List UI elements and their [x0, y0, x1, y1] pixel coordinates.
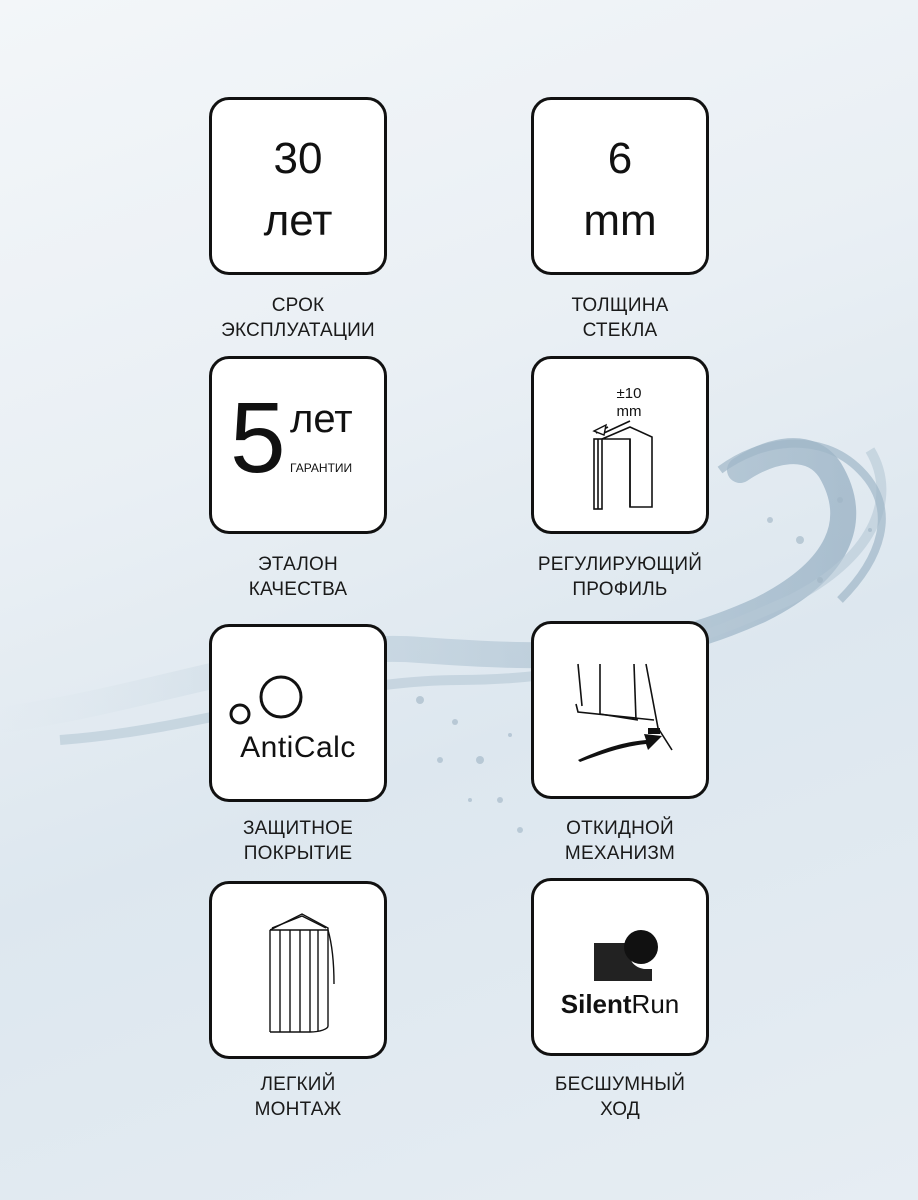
service-life-tile	[209, 97, 387, 275]
silentrun-logo-icon	[534, 881, 706, 1053]
warranty-years-number: 5	[230, 382, 286, 494]
hinged-mechanism-tile	[531, 621, 709, 799]
glass-thickness-caption: ТОЛЩИНА СТЕКЛА	[571, 295, 669, 341]
bubbles-icon	[212, 627, 384, 799]
adjustable-profile-caption: РЕГУЛИРУЮЩИЙ ПРОФИЛЬ	[537, 554, 703, 600]
warranty-subtitle: ГАРАНТИИ	[290, 461, 353, 475]
adjustable-profile-icon	[534, 359, 706, 531]
easy-installation-tile	[209, 881, 387, 1059]
hinged-mechanism-caption: ОТКИДНОЙ МЕХАНИЗМ	[564, 818, 676, 864]
easy-installation-caption: ЛЕГКИЙ МОНТАЖ	[254, 1074, 342, 1120]
adjust-range-label: ±10	[616, 385, 642, 402]
warranty-years-unit: лет	[290, 397, 353, 441]
shower-enclosure-icon	[212, 884, 384, 1056]
warranty-caption: ЭТАЛОН КАЧЕСТВА	[248, 554, 348, 600]
glass-thickness-unit: mm	[583, 196, 657, 245]
adjust-range-unit: mm	[616, 403, 642, 420]
warranty-tile	[209, 356, 387, 534]
silentrun-label: SilentRun	[560, 989, 680, 1019]
hinged-door-icon	[534, 624, 706, 796]
anticalc-tile	[209, 624, 387, 802]
adjustable-profile-tile	[531, 356, 709, 534]
service-life-caption: СРОК ЭКСПЛУАТАЦИИ	[221, 295, 375, 341]
silentrun-tile	[531, 878, 709, 1056]
silent-running-caption: БЕСШУМНЫЙ ХОД	[554, 1074, 686, 1120]
glass-thickness-tile	[531, 97, 709, 275]
service-life-unit: лет	[263, 196, 333, 245]
service-life-value: 30	[273, 134, 323, 183]
anticalc-label: AntiCalc	[240, 731, 356, 764]
glass-thickness-value: 6	[607, 134, 633, 183]
protective-coating-caption: ЗАЩИТНОЕ ПОКРЫТИЕ	[243, 818, 353, 864]
